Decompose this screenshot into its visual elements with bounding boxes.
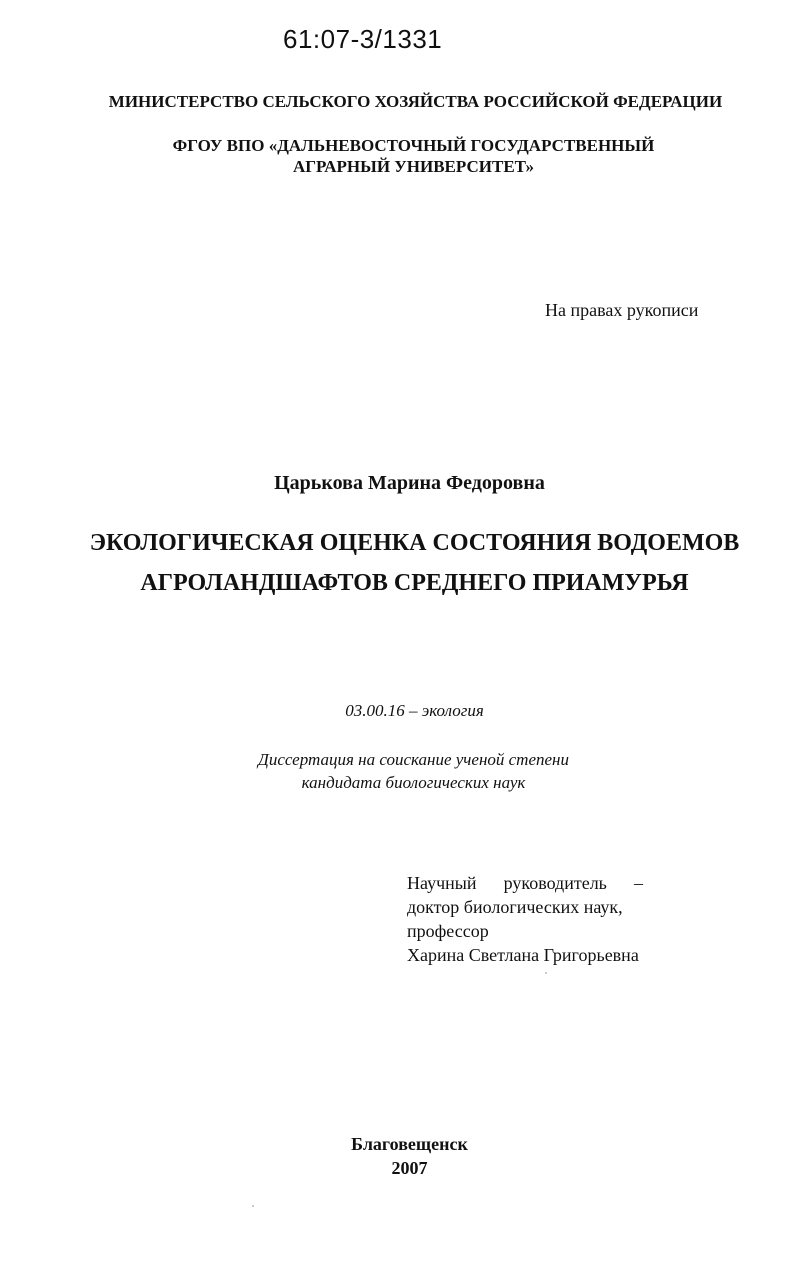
advisor-degree: доктор биологических наук, xyxy=(407,897,623,917)
advisor-position: профессор xyxy=(407,921,489,941)
scientific-advisor-block xyxy=(407,871,643,967)
publication-place-year xyxy=(0,1132,799,1180)
university-line-2: АГРАРНЫЙ УНИВЕРСИТЕТ» xyxy=(292,157,535,176)
university-line-1: ФГОУ ВПО «ДАЛЬНЕВОСТОЧНЫЙ ГОСУДАРСТВЕННЫЙ xyxy=(172,136,655,155)
dissertation-title xyxy=(0,523,799,603)
advisor-role-word-1: Научный xyxy=(407,873,477,893)
catalog-number: 61:07-3/1331 xyxy=(283,24,443,54)
scan-speck xyxy=(545,972,547,974)
degree-statement xyxy=(0,748,799,794)
advisor-role xyxy=(407,871,643,895)
degree-line-1: Диссертация на соискание ученой степени xyxy=(258,750,569,769)
title-line-2: АГРОЛАНДШАФТОВ СРЕДНЕГО ПРИАМУРЬЯ xyxy=(140,570,689,596)
specialty-code: 03.00.16 – экология xyxy=(345,701,484,720)
author-name: Царькова Марина Федоровна xyxy=(274,472,545,494)
publication-year: 2007 xyxy=(391,1158,428,1178)
title-line-1: ЭКОЛОГИЧЕСКАЯ ОЦЕНКА СОСТОЯНИЯ ВОДОЕМОВ xyxy=(89,530,740,556)
ministry-heading: МИНИСТЕРСТВО СЕЛЬСКОГО ХОЗЯЙСТВА РОССИЙСКОЙ ФЕДЕРАЦИИ xyxy=(108,92,723,111)
advisor-name: Харина Светлана Григорьевна xyxy=(407,945,639,965)
degree-line-2: кандидата биологических наук xyxy=(301,773,526,792)
advisor-role-dash: – xyxy=(633,873,643,893)
advisor-role-word-2: руководитель xyxy=(503,873,607,893)
scan-speck xyxy=(252,1205,254,1207)
publication-city: Благовещенск xyxy=(351,1134,468,1154)
manuscript-rights-notice: На правах рукописи xyxy=(545,300,699,320)
university-heading xyxy=(0,135,799,177)
